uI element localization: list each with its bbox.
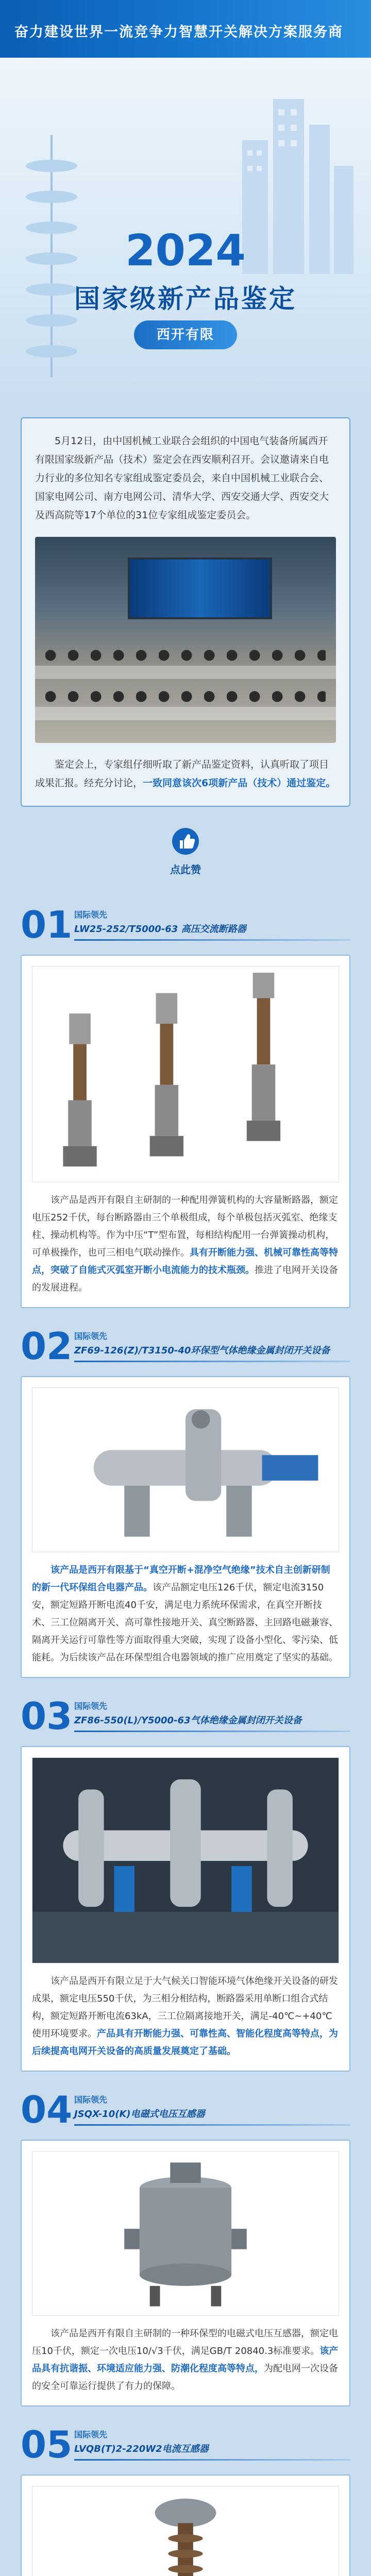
- product-number: 01: [21, 903, 73, 946]
- product-header: [21, 2086, 350, 2140]
- product-description: [32, 1963, 339, 2060]
- hero-title: 国家级新产品鉴定: [74, 284, 297, 314]
- top-banner: [0, 0, 371, 58]
- product-text: 该产品是西开有限立足于大气候关口智能环境气体绝缘开关设备的研发成果，额定电压550千伏，为三相分相结构，断路器采用单断口组合式结构，额定短路开断电流63kA，三工位隔离接地开关，满足-40℃~+40℃使用环境要求。: [32, 1976, 338, 2039]
- header-underline: [74, 2459, 350, 2461]
- product-header: [21, 1323, 350, 1376]
- product-text-tail: 推进了电网开关设备的发展进程。: [32, 1265, 338, 1293]
- intro-paragraph-2-highlight: 一致同意该次6项新产品（技术）通过鉴定。: [143, 777, 336, 789]
- product-header: [21, 901, 350, 955]
- product-description: [32, 2316, 339, 2395]
- product-text-tail: 为配电网一次设备的安全可靠运行提供了有力的保障。: [32, 2363, 338, 2392]
- product-text-tail: 为后续该产品在环保型组合电器领域的推广应用奠定了坚实的基础。: [60, 1652, 338, 1663]
- circuit-breaker-illustration: [32, 967, 339, 1182]
- product-name: ZF86-550(L)/Y5000-63气体绝缘金属封闭开关设备: [74, 1715, 302, 1726]
- product-card: [21, 955, 350, 1308]
- product-number: 05: [21, 2423, 73, 2466]
- like-section: [0, 807, 371, 887]
- header-underline: [74, 2124, 350, 2126]
- product-tag: 国际领先: [74, 910, 108, 920]
- intro-paragraph-2-lead: 鉴定会上，专家组仔细听取了新产品鉴定资料，认真听取了项目成果汇报。经充分讨论，: [35, 759, 329, 789]
- table-row: [35, 666, 336, 679]
- product-text: 该产品是西开有限自主研制的一种环保型的电磁式电压互感器，额定电压10千伏，额定一次电压10/√3千伏，满足GB/T 20840.3标准要求。: [32, 2328, 338, 2357]
- product-text: 该产品是西开有限自主研制的一种配用弹簧机构的大容量断路器，额定电压252千伏，每台断路器由三个单极组成，每个单极包括灭弧室、绝缘支柱、操动机构等。作为中压“T”型布置，每相结构配用一台弹簧操动机构，可单极操作，也可三相电气联动操作。: [32, 1195, 338, 1258]
- product-text-highlight: 该产品具有抗谐振、环境适应能力强、防潮化程度高等特点，: [32, 2346, 339, 2374]
- product-text-highlight: 产品具有开断能力强、可靠性高、智能化程度高等特点，为后续提高电网开关设备的高质量发展奠定了基础。: [32, 2028, 338, 2057]
- product-image: [32, 1387, 339, 1552]
- intro-paragraph-1: 5月12日，由中国机械工业联合会组织的中国电气装备所属西开有限国家级新产品（技术）鉴定会在西安顺利召开。会议邀请来自电力行业的多位知名专家组成鉴定委员会，来自中国机械工业联合会、国家电网公司、南方电网公司、清华大学、西安交通大学、西安交大及西高院等17个单位的31位专家组成鉴定委员会。: [35, 435, 329, 521]
- current-transformer-illustration: [32, 2486, 339, 2576]
- product-header: [21, 1692, 350, 1746]
- intro-panel: [21, 417, 350, 807]
- product-image: [32, 966, 339, 1182]
- hero-year: 2024: [125, 225, 246, 276]
- hero: [0, 58, 371, 412]
- product-section: [0, 1692, 371, 2072]
- product-image: [32, 2486, 339, 2576]
- product-card: [21, 1376, 350, 1678]
- product-text: 该产品额定电压126千伏，额定电流3150安，额定短路开断电流40千安，满足电力系统环保需求，在真空开断技术、三工位隔离开关、高可靠性接地开关、真空断路器、主回路电磁兼容、隔离开关运行可靠性等方面取得重大突破，实现了设备小型化、零污染、低能耗。: [32, 1582, 338, 1663]
- product-tag: 国际领先: [74, 1331, 108, 1341]
- product-description: [32, 1552, 339, 1667]
- product-number: 03: [21, 1694, 73, 1738]
- header-underline: [74, 1731, 350, 1732]
- meeting-screen: [128, 557, 272, 619]
- thumbs-up-icon[interactable]: [172, 827, 199, 855]
- product-card: [21, 2475, 350, 2576]
- product-number: 04: [21, 2088, 73, 2131]
- product-section: [0, 1323, 371, 1678]
- product-header: [21, 2421, 350, 2475]
- product-name: ZF69-126(Z)/T3150-40环保型气体绝缘金属封闭开关设备: [74, 1345, 330, 1356]
- product-text-highlight: 该产品是西开有限基于“真空开断+混净空气绝缘”技术自主创新研制的新一代环保组合电器产品。: [32, 1565, 330, 1593]
- product-name: LVQB(T)2-220W2电流互感器: [74, 2444, 209, 2454]
- intro-section: [0, 412, 371, 807]
- banner-text: 奋力建设世界一流竞争力智慧开关解决方案服务商: [14, 24, 343, 40]
- product-tag: 国际领先: [74, 2095, 108, 2105]
- company-badge: 西开有限: [134, 320, 237, 349]
- product-section: [0, 2421, 371, 2576]
- product-number: 02: [21, 1325, 73, 1368]
- product-text-highlight: 具有开断能力强、机械可靠性高等特点，突破了自能式灭弧室开断小电流能力的技术瓶颈。: [32, 1247, 338, 1276]
- product-card: [21, 1746, 350, 2072]
- product-card: [21, 2140, 350, 2406]
- audience-row: [45, 645, 326, 666]
- product-name: JSQX-10(K)电磁式电压互感器: [74, 2109, 205, 2120]
- like-label: 点此赞: [170, 863, 201, 876]
- product-section: [0, 2086, 371, 2406]
- gis-switchgear-illustration: [32, 1388, 339, 1552]
- product-description: [32, 1182, 339, 1297]
- header-underline: [74, 939, 350, 941]
- intro-paragraph-2: [35, 755, 336, 792]
- audience-row: [45, 686, 326, 707]
- voltage-transformer-illustration: [32, 2151, 339, 2316]
- header-underline: [74, 1361, 350, 1362]
- product-name: LW25-252/T5000-63 高压交流断路器: [74, 924, 246, 935]
- table-row: [35, 707, 336, 720]
- product-tag: 国际领先: [74, 1701, 108, 1711]
- meeting-photo: [35, 537, 336, 743]
- product-section: [0, 901, 371, 1308]
- product-tag: 国际领先: [74, 2430, 108, 2439]
- gis-550-illustration: [32, 1758, 339, 1963]
- product-image: [32, 2151, 339, 2316]
- product-image: [32, 1757, 339, 1963]
